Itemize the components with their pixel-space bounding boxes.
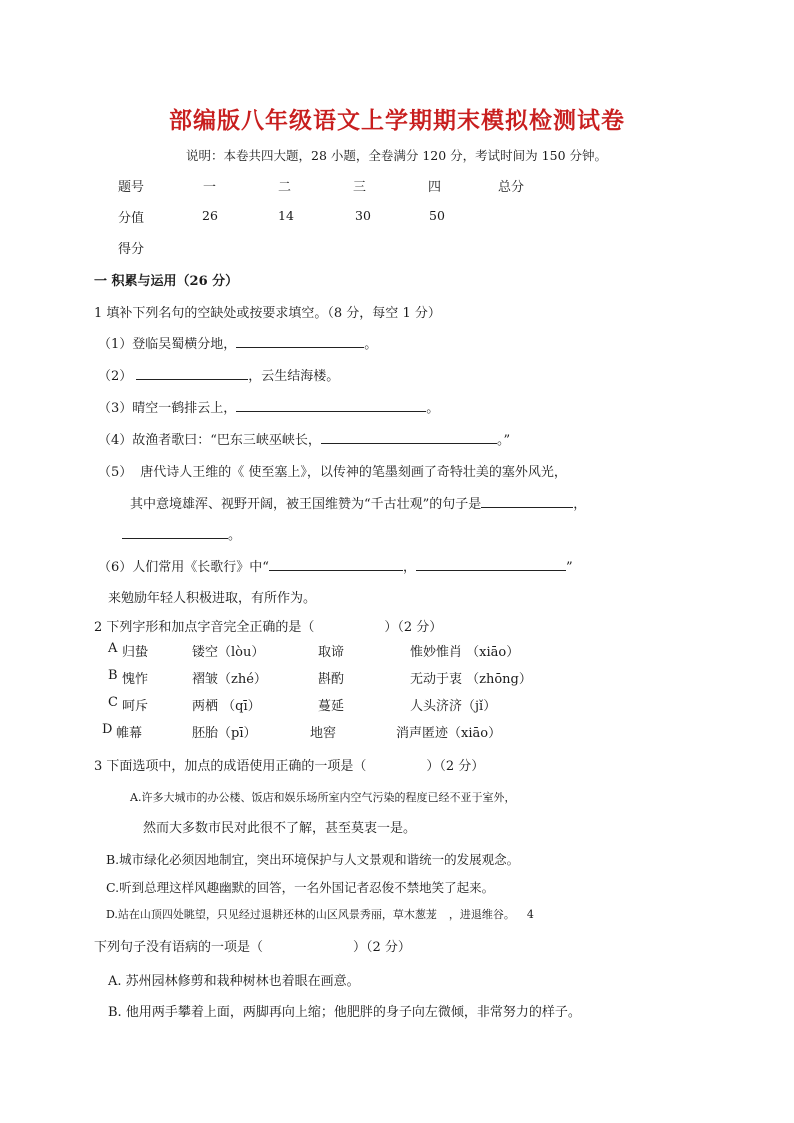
page-title: 部编版八年级语文上学期期末模拟检测试卷 [169,108,625,134]
option-cell: 两栖 （qī） [192,699,261,714]
answer-blank[interactable] [236,398,426,412]
item-text: 。 [426,401,440,416]
item-text: 。 [228,528,242,543]
score-table-row-label: 得分 [118,242,145,257]
question-text: 3 下面选项中，加点的成语使用正确的一项是（ [94,759,367,774]
score-table-value: 50 [429,208,445,223]
answer-blank[interactable] [122,525,228,539]
option-cell: 镂空（lòu） [192,645,265,660]
item-text: 其中意境雄浑、视野开阔，被王国维赞为“千古壮观”的句子是 [130,497,482,512]
fill-item [98,429,510,448]
score-table-value: 30 [355,208,371,223]
item-text: ， [402,560,416,575]
question-text: ）（2 分） [353,940,411,955]
score-table-header-cell: 总分 [498,180,525,195]
option-letter: C [108,695,118,710]
item-text: 人们常用《长歌行》中“ [132,560,269,575]
item-text: 晴空一鹤排云上， [132,401,237,416]
question-text: ）（2 分） [426,759,485,774]
fill-item [98,461,567,480]
fill-item [98,397,439,416]
option-cell: 无动于衷 （zhōng） [410,672,532,687]
item-text: ” [565,560,573,575]
fill-item [98,365,339,384]
score-table-value: 14 [278,208,294,223]
item-number: （4） [98,433,133,448]
option-cell: 呵斥 [122,699,149,714]
item-number: （6） [98,560,133,575]
answer-blank[interactable] [236,334,364,348]
answer-blank[interactable] [136,366,248,380]
score-table-header-cell: 四 [428,180,442,195]
score-table-header-cell: 三 [353,180,367,195]
score-table-row-label: 分值 [118,211,145,226]
option-text-part: ，进退维谷。 [448,908,515,921]
item-text: 故渔者歌曰：“巴东三峡巫峡长， [132,433,321,448]
option-text: B. 他用两手攀着上面，两脚再向上缩；他肥胖的身子向左微倾，非常努力的样子。 [108,1005,581,1020]
fill-item-continuation [130,493,586,512]
option-text: C.听到总理这样风趣幽默的回答，一名外国记者忍俊不禁地笑了起来。 [106,880,495,895]
answer-blank[interactable] [416,557,566,571]
option-letter: B [108,668,118,683]
item-number: （5） [98,465,133,480]
question-stem: 1 填补下列名句的空缺处或按要求填空。（8 分，每空 1 分） [94,306,441,321]
option-cell: 归蛰 [122,645,149,660]
option-cell: 斟酌 [318,672,345,687]
score-table-header-cell: 二 [278,180,292,195]
score-table-header-cell: 一 [203,180,217,195]
item-number: （1） [98,337,133,352]
answer-blank[interactable] [269,557,403,571]
option-cell: 消声匿迹（xiāo） [396,726,502,741]
question-stem [94,936,411,955]
item-number: （2） [98,369,133,384]
question-text: 下列句子没有语病的一项是（ [94,940,264,955]
option-letter: A [108,641,118,656]
option-cell: 帷幕 [116,726,143,741]
option-text [106,906,534,922]
section-heading: 一 积累与运用（26 分） [94,274,239,289]
item-text: 。” [496,433,511,448]
score-table-header-cell: 题号 [118,180,145,195]
fill-item-continuation: 来勉励年轻人积极进取，有所作为。 [108,591,317,606]
question-stem [94,755,484,774]
option-text-part: D.站在山顶四处眺望，只见经过退耕还林的山区风景秀丽，草木葱茏 [106,908,437,921]
item-text: 。 [364,337,378,352]
item-number: （3） [98,401,133,416]
option-text: B.城市绿化必须因地制宜，突出环境保护与人文景观和谐统一的发展观念。 [106,852,520,867]
option-cell: 愧怍 [122,672,149,687]
item-text: 唐代诗人王维的《 使至塞上》，以传神的笔墨刻画了奇特壮美的塞外风光， [140,465,567,480]
option-cell: 蔓延 [318,699,345,714]
fill-item [98,556,573,575]
question-stem [94,616,442,635]
answer-blank[interactable] [481,494,573,508]
item-text: ，云生结海楼。 [248,369,340,384]
option-cell: 惟妙惟肖 （xiāo） [410,645,520,660]
item-text: 登临吴蜀横分地， [132,337,237,352]
answer-blank[interactable] [321,430,497,444]
option-cell: 取谛 [318,645,345,660]
item-text: ， [573,497,587,512]
option-letter: D [102,722,113,737]
question-number: 4 [526,908,534,921]
option-cell: 胚胎（pī） [192,726,257,741]
option-text: A. 苏州园林修剪和栽种树林也着眼在画意。 [108,974,360,989]
question-text: ）（2 分） [384,620,443,635]
fill-item [98,333,377,352]
fill-item-continuation [122,524,241,543]
option-cell: 地窖 [310,726,337,741]
option-cell: 褶皱（zhé） [192,672,267,687]
option-text: A.许多大城市的办公楼、饭店和娱乐场所室内空气污染的程度已经不亚于室外， [130,791,516,804]
question-text: 2 下列字形和加点字音完全正确的是（ [94,620,315,635]
option-text: 然而大多数市民对此很不了解，甚至莫衷一是。 [143,821,417,836]
instructions: 说明：本卷共四大题，28 小题，全卷满分 120 分，考试时间为 150 分钟。 [186,148,607,163]
option-cell: 人头济济（jǐ） [410,699,497,714]
score-table-value: 26 [202,208,218,223]
